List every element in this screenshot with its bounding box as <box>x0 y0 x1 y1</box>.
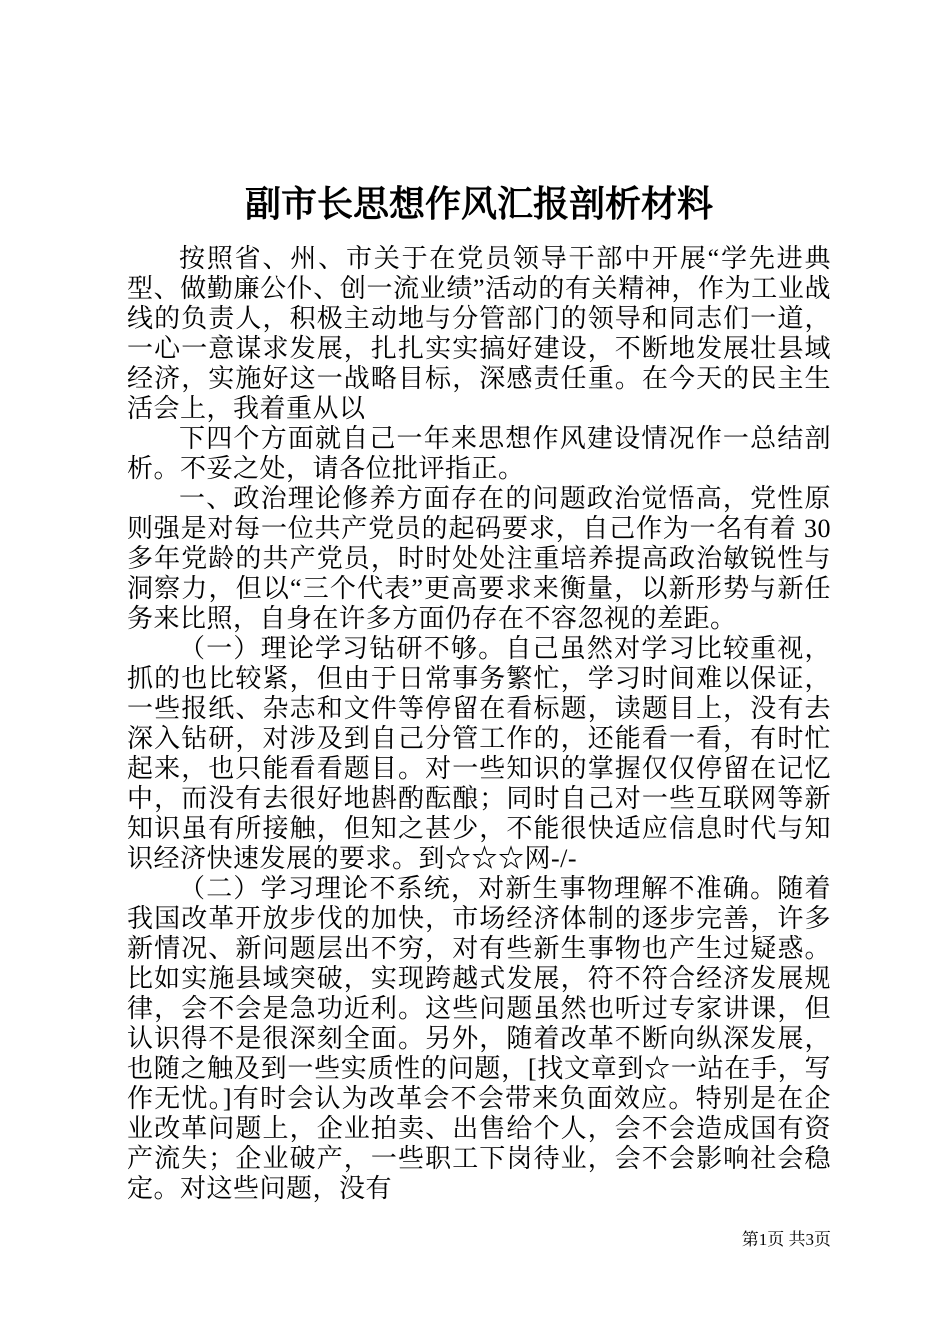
paragraph: （二）学习理论不系统，对新生事物理解不准确。随着我国改革开放步伐的加快，市场经济体制的逐步完善，许多新情况、新问题层出不穷，对有些新生事物也产生过疑惑。比如实施县域突破，实现跨越式发展，符不符合经济发展规律，会不会是急功近利。这些问题虽然也听过专家讲课，但认识得不是很深刻全面。另外，随着改革不断向纵深发展，也随之触及到一些实质性的问题，[找文章到☆一站在手，写作无忧。]有时会认为改革会不会带来负面效应。特别是在企业改革问题上，企业拍卖、出售给个人，会不会造成国有资产流失；企业破产，一些职工下岗待业，会不会影响社会稳定。对这些问题，没有 <box>127 874 831 1203</box>
document-title: 副市长思想作风汇报剖析材料 <box>244 184 713 224</box>
paragraph: 下四个方面就自己一年来思想作风建设情况作一总结剖析。不妥之处，请各位批评指正。 <box>127 424 831 483</box>
document-content <box>127 180 831 1204</box>
page-number-label: 第1页 共3页 <box>741 1230 831 1249</box>
page-footer <box>742 1230 831 1250</box>
paragraph: （一）理论学习钻研不够。自己虽然对学习比较重视，抓的也比较紧，但由于日常事务繁忙，学习时间难以保证，一些报纸、杂志和文件等停留在看标题，读题目上，没有去深入钻研，对涉及到自己分管工作的，还能看一看，有时忙起来，也只能看看题目。对一些知识的掌握仅仅停留在记忆中，而没有去很好地斟酌酝酿；同时自己对一些互联网等新知识虽有所接触，但知之甚少，不能很快适应信息时代与知识经济快速发展的要求。到☆☆☆网-/- <box>127 634 831 873</box>
document-body <box>127 244 831 1204</box>
paragraph: 按照省、州、市关于在党员领导干部中开展“学先进典型、做勤廉公仆、创一流业绩”活动的有关精神，作为工业战线的负责人，积极主动地与分管部门的领导和同志们一道，一心一意谋求发展，扎扎实实搞好建设，不断地发展壮县域经济，实施好这一战略目标，深感责任重。在今天的民主生活会上，我着重从以 <box>127 244 831 423</box>
paragraph: 一、政治理论修养方面存在的问题政治觉悟高，党性原则强是对每一位共产党员的起码要求，自己作为一名有着 30 多年党龄的共产党员，时时处处注重培养提高政治敏锐性与洞察力，但以“三个代表”更高要求来衡量，以新形势与新任务来比照，自身在许多方面仍存在不容忽视的差距。 <box>127 484 831 633</box>
